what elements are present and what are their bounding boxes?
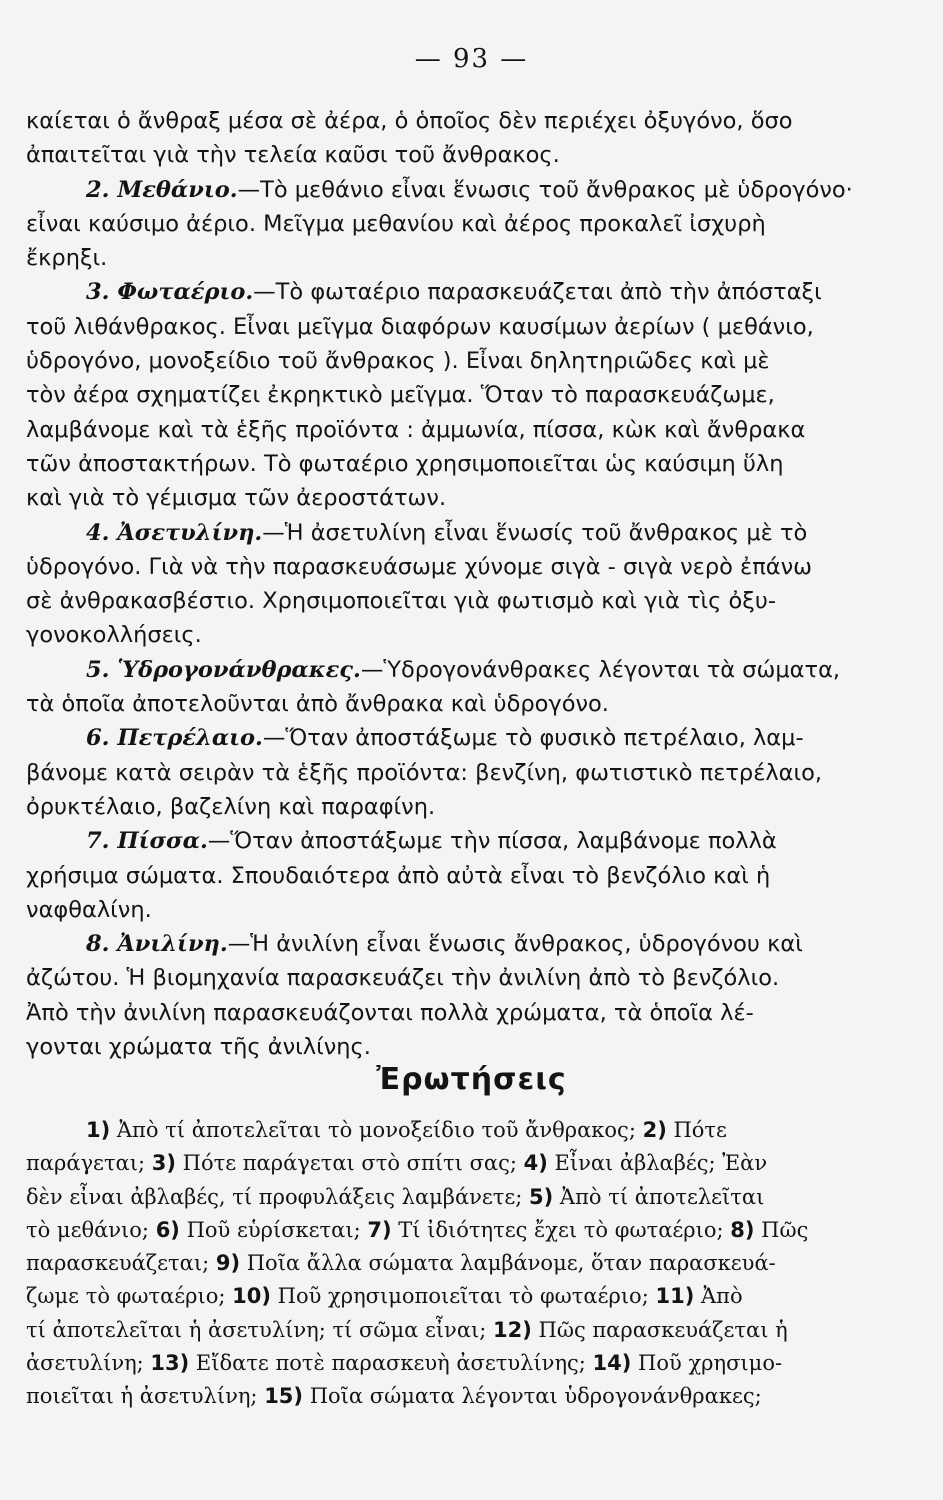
text-line: ὑδρογόνο. Γιὰ νὰ τὴν παρασκευάσωμε χύνομε σιγὰ - σιγὰ νερὸ ἐπάνω [26,553,812,580]
question-line: παράγεται; 3) Πότε παράγεται στὸ σπίτι σας; 4) Εἶναι ἀβλαβές; Ἐὰν [26,1151,768,1176]
section-title: 3. Φωταέριο. [86,279,254,306]
question-line: τί ἀποτελεῖται ἡ ἀσετυλίνη; τί σῶμα εἶναι; 12) Πῶς παρασκευάζεται ἡ [26,1317,788,1342]
section-coal-gas: 3. Φωταέριο.—Τὸ φωταέριο παρασκευάζεται ἀπὸ τὴν ἀπόσταξι [86,279,822,306]
text-line: τὸν ἀέρα σχηματίζει ἐκρηκτικὸ μεῖγμα. Ὅταν τὸ παρασκευάζωμε, [26,382,775,409]
question-line: 1) Ἀπὸ τί ἀποτελεῖται τὸ μονοξείδιο τοῦ ἄνθρακος; 2) Πότε [86,1118,727,1142]
text-line: καίεται ὁ ἄνθραξ μέσα σὲ ἀέρα, ὁ ὁποῖος δὲν περιέχει ὀξυγόνο, ὅσο [26,108,793,134]
section-title: 5. Ὑδρογονάνθρακες. [86,656,361,683]
section-tar: 7. Πίσσα.—Ὅταν ἀποστάξωμε τὴν πίσσα, λαμβάνομε πολλὰ [86,828,777,855]
text-line: Ἀπὸ τὴν ἀνιλίνη παρασκευάζονται πολλὰ χρώματα, τὰ ὁποῖα λέ- [26,999,754,1026]
questions-block [26,1114,916,1414]
text-line: ἀπαιτεῖται γιὰ τὴν τελεία καῦσι τοῦ ἄνθρακος. [26,142,560,169]
text-line: γονοκολλήσεις. [26,622,202,649]
text-line: λαμβάνομε καὶ τὰ ἑξῆς προϊόντα : ἀμμωνία, πίσσα, κὼκ καὶ ἄνθρακα [26,416,806,443]
text-line: χρήσιμα σώματα. Σπουδαιότερα ἀπὸ αὐτὰ εἶναι τὸ βενζόλιο καὶ ἡ [26,862,771,889]
text-line: ὑδρογόνο, μονοξείδιο τοῦ ἄνθρακος ). Εἶναι δηλητηριῶδες καὶ μὲ [26,348,770,375]
text-line: καὶ γιὰ τὸ γέμισμα τῶν ἀεροστάτων. [26,485,447,512]
section-title: 8. Ἀνιλίνη. [86,931,228,958]
question-line: ζωμε τὸ φωταέριο; 10) Ποῦ χρησιμοποιεῖται τὸ φωταέριο; 11) Ἀπὸ [26,1284,743,1309]
section-methane: 2. Μεθάνιο.—Τὸ μεθάνιο εἶναι ἕνωσις τοῦ ἄνθρακος μὲ ὑδρογόνο· [86,176,853,203]
section-title: 7. Πίσσα. [86,828,208,855]
page-number: — 93 — [414,44,529,74]
section-title: 2. Μεθάνιο. [86,176,238,203]
text-line: ἔκρηξι. [26,245,108,272]
section-petroleum: 6. Πετρέλαιο.—Ὅταν ἀποστάξωμε τὸ φυσικὸ πετρέλαιο, λαμ- [86,725,804,752]
text-line: εἶναι καύσιμο ἀέριο. Μεῖγμα μεθανίου καὶ ἀέρος προκαλεῖ ἰσχυρὴ [26,210,766,237]
question-line: τὸ μεθάνιο; 6) Ποῦ εὑρίσκεται; 7) Τί ἰδιότητες ἔχει τὸ φωταέριο; 8) Πῶς [26,1217,809,1242]
text-line: τὰ ὁποῖα ἀποτελοῦνται ἀπὸ ἄνθρακα καὶ ὑδρογόνο. [26,691,609,718]
text-line: ἀζώτου. Ἡ βιομηχανία παρασκευάζει τὴν ἀνιλίνη ἀπὸ τὸ βενζόλιο. [26,965,780,992]
text-line: ὀρυκτέλαιο, βαζελίνη καὶ παραφίνη. [26,793,436,820]
question-line: ἀσετυλίνη; 13) Εἴδατε ποτὲ παρασκευὴ ἀσετυλίνης; 14) Ποῦ χρησιμο- [26,1351,783,1376]
text-line: τῶν ἀποστακτήρων. Τὸ φωταέριο χρησιμοποιεῖται ὡς καύσιμη ὕλη [26,450,784,477]
question-line: παρασκευάζεται; 9) Ποῖα ἄλλα σώματα λαμβάνομε, ὅταν παρασκευά- [26,1251,776,1276]
text-line: βάνομε κατὰ σειρὰν τὰ ἑξῆς προϊόντα: βενζίνη, φωτιστικὸ πετρέλαιο, [26,759,823,786]
text-line: τοῦ λιθάνθρακος. Εἶναι μεῖγμα διαφόρων καυσίμων ἀερίων ( μεθάνιο, [26,313,814,340]
section-acetylene: 4. Ἀσετυλίνη.—Ἡ ἀσετυλίνη εἶναι ἕνωσίς τοῦ ἄνθρακος μὲ τὸ [86,519,808,546]
text-line: ναφθαλίνη. [26,896,152,923]
questions-heading: Ἐρωτήσεις [376,1062,567,1097]
text-line: γονται χρώματα τῆς ἀνιλίνης. [26,1034,371,1061]
section-title: 4. Ἀσετυλίνη. [86,519,263,546]
question-line: δὲν εἶναι ἀβλαβές, τί προφυλάξεις λαμβάνετε; 5) Ἀπὸ τί ἀποτελεῖται [26,1184,765,1209]
question-line: ποιεῖται ἡ ἀσετυλίνη; 15) Ποῖα σώματα λέγονται ὑδρογονάνθρακες; [26,1384,762,1409]
body-text [26,104,916,1064]
section-aniline: 8. Ἀνιλίνη.—Ἡ ἀνιλίνη εἶναι ἕνωσις ἄνθρακος, ὑδρογόνου καὶ [86,931,803,958]
section-hydrocarbons: 5. Ὑδρογονάνθρακες.—Ὑδρογονάνθρακες λέγονται τὰ σώματα, [86,656,841,683]
text-line: σὲ ἀνθρακασβέστιο. Χρησιμοποιεῖται γιὰ φωτισμὸ καὶ γιὰ τὶς ὀξυ- [26,588,776,615]
section-title: 6. Πετρέλαιο. [86,725,263,752]
